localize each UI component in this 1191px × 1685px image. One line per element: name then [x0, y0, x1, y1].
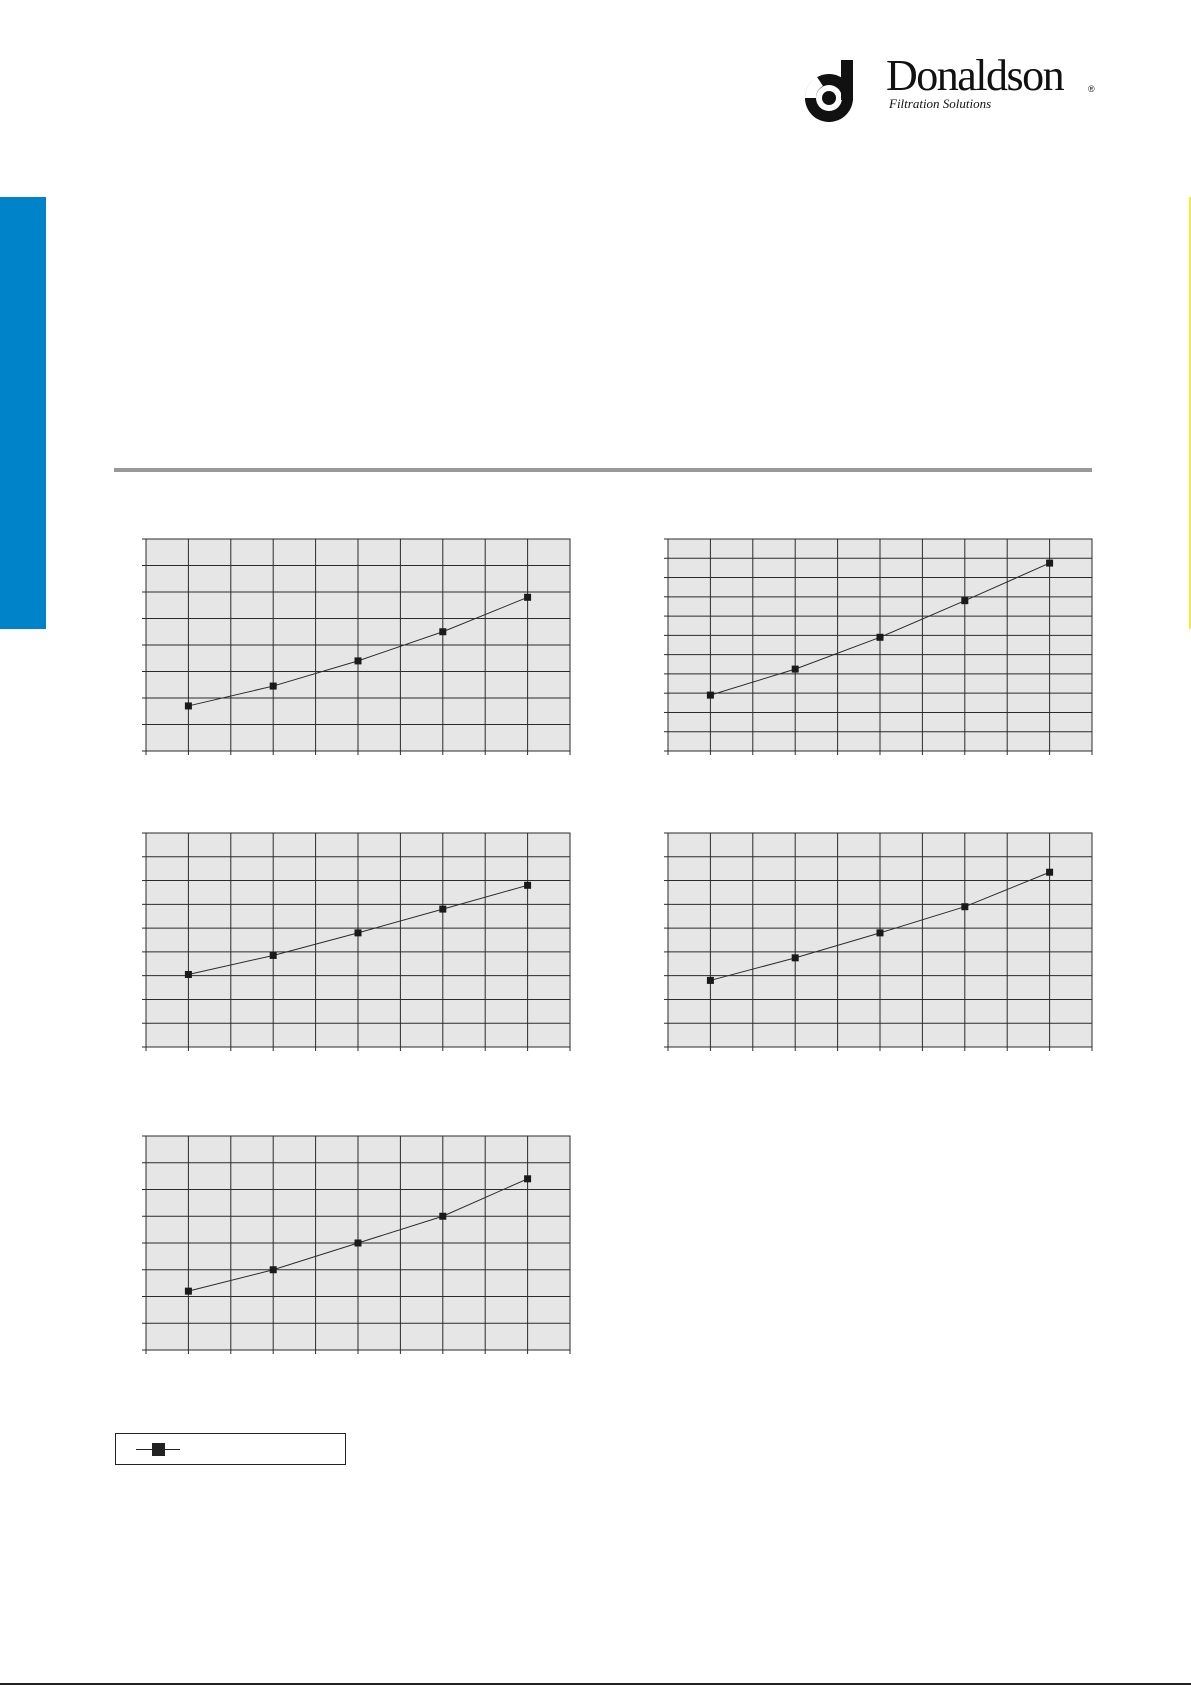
legend — [115, 1433, 346, 1465]
chart-1 — [140, 533, 574, 759]
brand-logo — [803, 52, 1103, 126]
chart-4 — [662, 827, 1096, 1055]
data-point — [877, 634, 884, 641]
data-point — [1046, 560, 1053, 567]
data-point — [792, 954, 799, 961]
data-point — [439, 906, 446, 913]
data-point — [877, 929, 884, 936]
data-point — [185, 702, 192, 709]
data-point — [185, 1288, 192, 1295]
data-point — [792, 666, 799, 673]
data-point — [524, 1175, 531, 1182]
data-point — [355, 1240, 362, 1247]
data-point — [439, 1213, 446, 1220]
data-point — [707, 692, 714, 699]
data-point — [270, 683, 277, 690]
data-point — [961, 903, 968, 910]
data-point — [707, 977, 714, 984]
chart-3 — [140, 827, 574, 1055]
data-point — [961, 597, 968, 604]
brand-name: Donaldson — [886, 51, 1064, 100]
data-point — [270, 952, 277, 959]
chart-2 — [662, 533, 1096, 759]
data-point — [355, 657, 362, 664]
donaldson-logo-icon — [803, 58, 859, 124]
data-point — [270, 1266, 277, 1273]
data-point — [355, 929, 362, 936]
data-point — [524, 882, 531, 889]
side-tab — [0, 197, 46, 629]
data-point — [1046, 869, 1053, 876]
data-point — [439, 628, 446, 635]
data-point — [524, 594, 531, 601]
brand-tagline: Filtration Solutions — [889, 96, 992, 111]
section-divider — [114, 468, 1092, 472]
legend-square-marker-icon — [152, 1443, 165, 1456]
data-point — [185, 971, 192, 978]
registered-mark: ® — [1088, 84, 1095, 94]
chart-5 — [140, 1130, 574, 1358]
